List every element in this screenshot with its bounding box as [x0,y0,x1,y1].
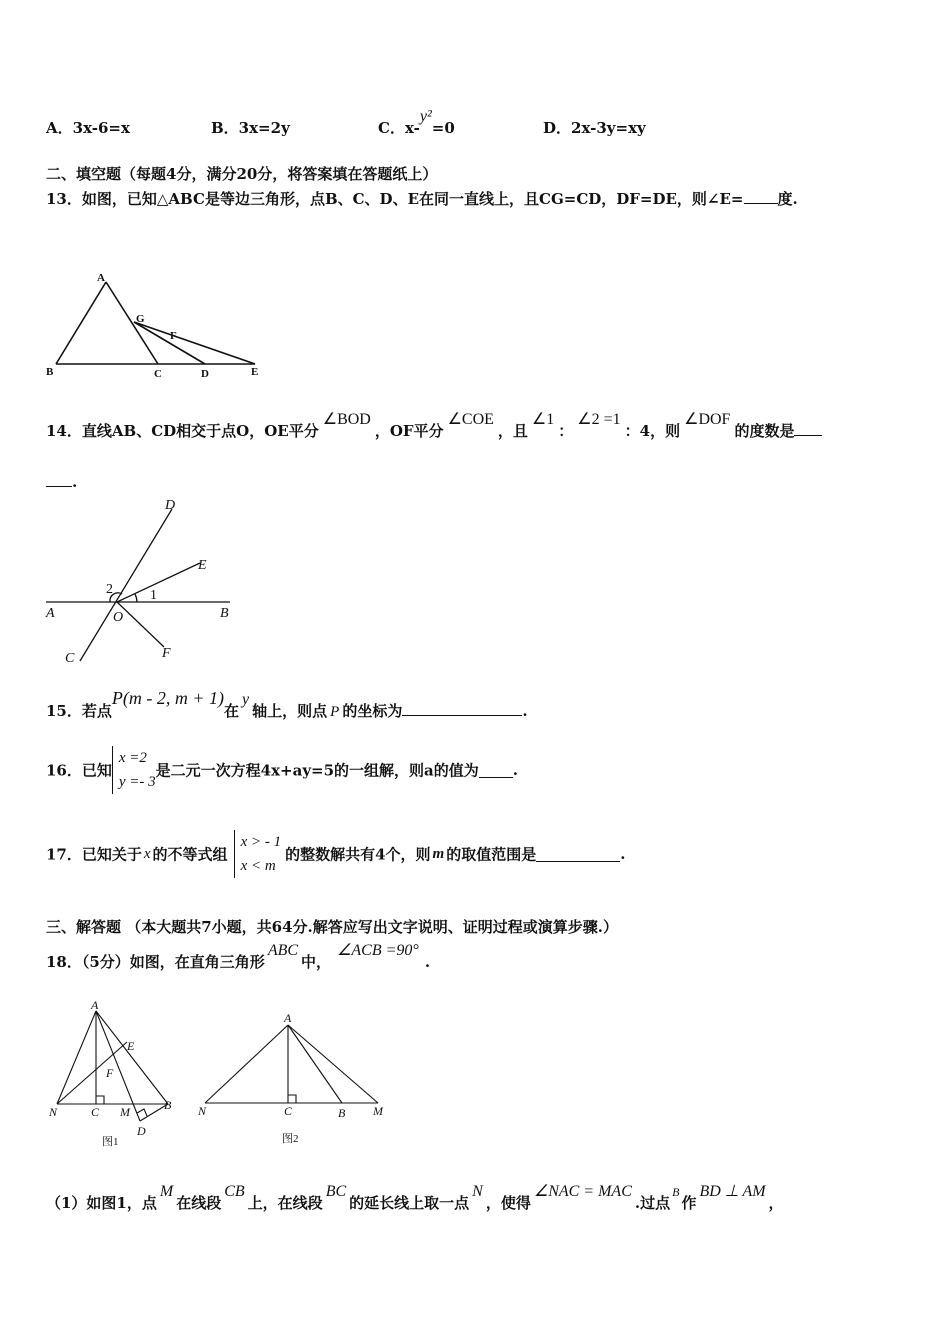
q18-end: . [424,953,431,971]
fig1-label-a: A [91,998,99,1012]
q14-label-1: 1 [150,588,157,603]
q14-m4: ∠2 =1 [577,411,621,428]
q17-system [234,830,282,878]
q17-eq1: x > - 1 [240,834,282,850]
fig1-line-ne [57,1042,127,1104]
q17-m1: x [143,845,151,862]
q18-p2: 中， [301,953,332,971]
q17-p4: 的取值范围是 [446,845,537,864]
q18-1-m4: N [472,1183,483,1200]
q18-p1: 18．（5分）如图，在直角三角形 [46,953,265,971]
q18-figure-2 [190,1005,400,1155]
q14-end: . [72,473,78,491]
q18-1-p6: .过点 [634,1194,671,1212]
q15-end: . [522,702,528,720]
q13-text-a: 13．如图，已知△ABC是等边三角形，点B、C、D、E在同一直线上，且CG=CD，DF=DE，则∠E= [46,190,744,208]
q13-label-d: D [201,368,209,380]
q14-label-a: A [46,606,55,621]
option-c-sup: y² [419,108,432,125]
q18-1-p1: （1）如图1，点 [46,1194,157,1212]
q14-figure [40,495,250,670]
question-13 [46,188,798,209]
option-b: B．3x=2y [211,119,290,137]
fig1-line-an [57,1011,96,1104]
q14-label-2: 2 [106,582,113,597]
q15-p2: 在 [224,702,240,720]
fig2-right-angle-c [288,1095,296,1103]
fig1-right-angle-d [137,1109,147,1116]
q18-1-m5: ∠NAC = MAC [533,1183,632,1200]
section-2-heading: 二、填空题（每题4分，满分20分，将答案填在答题纸上） [46,165,438,183]
question-17 [46,830,625,878]
option-a: A．3x-6=x [46,119,130,137]
q13-label-e: E [251,366,259,378]
fig1-line-ab [96,1011,168,1104]
option-c-suffix: =0 [431,119,455,137]
q18-m1: ABC [267,942,299,959]
fig2-caption: 图2 [282,1133,299,1145]
q14-line-of [117,602,164,647]
fig2-label-c: C [284,1104,293,1118]
q16-end: . [512,761,519,779]
q14-label-b: B [220,606,229,621]
q18-figure-1 [40,995,190,1155]
q15-m2: y [242,691,250,708]
q14-m2: ∠COE [447,411,494,428]
fig1-label-b: B [164,1098,172,1112]
q16-p2: 是二元一次方程4x+ay=5的一组解，则a的值为 [155,761,479,780]
fig1-right-angle-c [96,1096,104,1104]
q13-line-ac [106,282,158,364]
q14-p1: 14．直线AB、CD相交于点O，OE平分 [46,422,319,440]
fig1-label-n: N [49,1105,58,1119]
q18-1-m2: CB [224,1183,245,1200]
fig2-label-n: N [198,1104,207,1118]
q14-m1: ∠BOD [322,411,371,428]
q14-line-cd [80,509,172,661]
q14-blank-cont [46,472,72,487]
q13-label-a: A [97,272,105,284]
q18-m2: ∠ACB =90° [337,942,419,959]
q14-m5: ∠DOF [684,411,731,428]
fig2-line-an [205,1025,288,1103]
fig2-line-am [288,1025,378,1103]
q17-blank [536,847,620,862]
q14-arc-1 [135,594,137,602]
q14-line-oe [117,563,200,602]
q13-line-ab [56,282,106,364]
q16-system [112,746,156,794]
option-c-prefix: C．x- [378,119,420,137]
section-3-heading: 三、解答题 （本大题共7小题，共64分.解答应写出文字说明、证明过程或演算步骤.） [46,918,618,936]
q18-1-m7: BD ⊥ AM [699,1183,766,1200]
q13-label-g: G [136,313,145,325]
q18-1-m1: M [159,1183,174,1200]
fig1-label-f: F [106,1066,114,1080]
q18-1-p3: 上，在线段 [247,1194,323,1212]
fig2-label-a: A [284,1011,292,1025]
q14-p4: ： [558,422,574,440]
q17-p3: 的整数解共有4个，则 [285,845,431,864]
q14-p5: ：4，则 [624,422,681,440]
q15-p3: 轴上，则点 [252,702,328,720]
q14-blank [794,421,822,436]
option-c [378,108,455,138]
q17-p2: 的不等式组 [152,845,228,864]
q14-m3: ∠1 [531,411,555,428]
fig2-label-b: B [338,1106,346,1120]
q14-label-d: D [165,498,176,513]
q15-p4: 的坐标为 [342,702,403,720]
q18-1-m6: B [672,1185,680,1199]
q17-eq2: x < m [240,858,276,874]
fig2-label-m: M [373,1104,383,1118]
q18-1-p2: 在线段 [176,1194,222,1212]
q14-p2: ，OF平分 [374,422,444,440]
q17-end: . [620,845,626,863]
q15-m1: P(m - 2, m + 1) [111,688,224,708]
q18-1-end: ， [768,1194,784,1212]
q15-blank [402,701,522,716]
q13-text-b: 度. [777,190,798,208]
question-14 [46,411,822,441]
q15-p1: 15．若点 [46,702,112,720]
q16-eq1: x =2 [118,750,147,766]
q13-label-b: B [46,366,54,378]
fig1-label-m: M [120,1105,130,1119]
q14-label-c: C [65,651,75,666]
q16-p1: 16．已知 [46,761,112,780]
q13-figure [40,265,280,380]
q17-m2: m [432,845,445,862]
q14-continued [46,472,77,491]
q14-label-o: O [113,610,124,625]
q16-blank [479,763,513,778]
fig2-line-ab [288,1025,342,1103]
question-16 [46,746,518,794]
q18-1-p5: ，使得 [485,1194,531,1212]
q16-eq2: y =- 3 [118,774,156,790]
q13-label-c: C [154,368,162,380]
question-18 [46,942,431,972]
fig1-label-e: E [127,1039,135,1053]
q18-1-p4: 的延长线上取一点 [349,1194,470,1212]
q18-1-m3: BC [325,1183,347,1200]
option-d: D．2x-3y=xy [543,119,646,137]
q13-blank [744,189,778,204]
q14-p6: 的度数是 [734,422,795,440]
q17-p1: 17．已知关于 [46,845,142,864]
fig1-label-d: D [137,1124,146,1138]
q14-p3: ，且 [497,422,528,440]
q14-label-f: F [162,646,171,661]
q14-label-e: E [198,558,207,573]
fig1-label-c: C [91,1105,100,1119]
fig1-caption: 图1 [102,1136,119,1148]
question-15 [46,688,528,721]
q18-1-p7: 作 [681,1194,697,1212]
q13-label-f: F [170,330,177,342]
question-18-part-1 [46,1183,784,1213]
q15-m3: P [330,704,340,720]
